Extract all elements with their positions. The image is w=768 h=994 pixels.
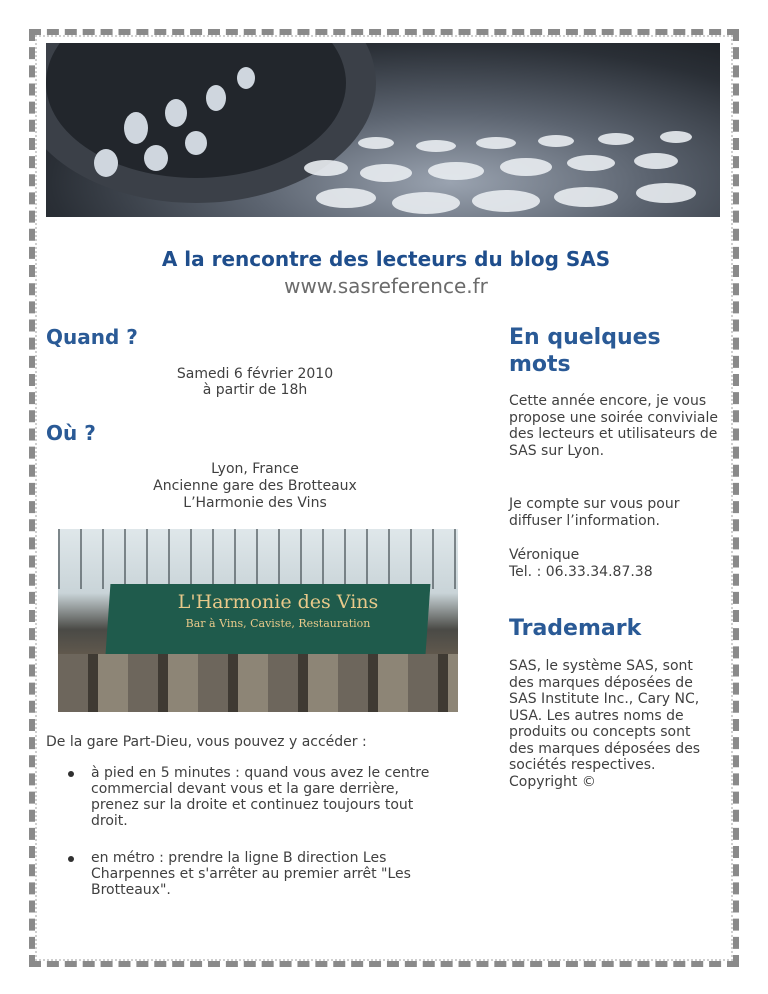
photo-facade xyxy=(58,654,458,712)
location-venue: Ancienne gare des Brotteaux xyxy=(153,478,357,494)
header-banner-image xyxy=(46,43,720,217)
photo-sign-sub: Bar à Vins, Caviste, Restauration xyxy=(185,617,371,630)
heading-trademark: Trademark xyxy=(509,616,642,641)
access-item-metro: en métro : prendre la ligne B direction Les Charpennes et s'arrêter au premier arrêt "Les Brotteaux". xyxy=(91,850,411,898)
trademark-text: SAS, le système SAS, sont des marques déposées de SAS Institute Inc., Cary NC, USA. Les autres noms de produits ou concepts sont des marques déposées des sociétés respectives. Copyright © xyxy=(509,658,701,790)
mots-paragraph-2: Je compte sur vous pour diffuser l’information. xyxy=(509,496,680,529)
date-line: Samedi 6 février 2010 xyxy=(176,366,334,382)
photo-roof xyxy=(58,529,458,589)
location-city: Lyon, France xyxy=(211,461,299,477)
time-line: à partir de 18h xyxy=(202,382,308,398)
heading-ou: Où ? xyxy=(46,421,96,445)
location-name: L’Harmonie des Vins xyxy=(183,495,327,511)
mots-paragraph-1: Cette année encore, je vous propose une soirée conviviale des lecteurs et utilisateurs de SAS sur Lyon. xyxy=(509,393,718,459)
access-intro: De la gare Part-Dieu, vous pouvez y accéder : xyxy=(46,734,367,750)
access-item-walk: à pied en 5 minutes : quand vous avez le centre commercial devant vous et la gare derrière, prenez sur la droite et continuez toujours tout droit. xyxy=(91,765,430,829)
contact-phone: Tel. : 06.33.34.87.38 xyxy=(509,564,653,580)
photo-sign-main: L'Harmonie des Vins xyxy=(177,591,379,613)
bullet-dot xyxy=(68,771,74,777)
heading-quand: Quand ? xyxy=(46,325,138,349)
signature-name: Véronique xyxy=(509,547,580,563)
venue-photo xyxy=(58,529,458,712)
heading-en-quelques-mots: En quelques mots xyxy=(509,325,661,377)
page-title: A la rencontre des lecteurs du blog SAS xyxy=(161,247,611,271)
bullet-dot xyxy=(68,856,74,862)
website-url: www.sasreference.fr xyxy=(284,274,488,298)
